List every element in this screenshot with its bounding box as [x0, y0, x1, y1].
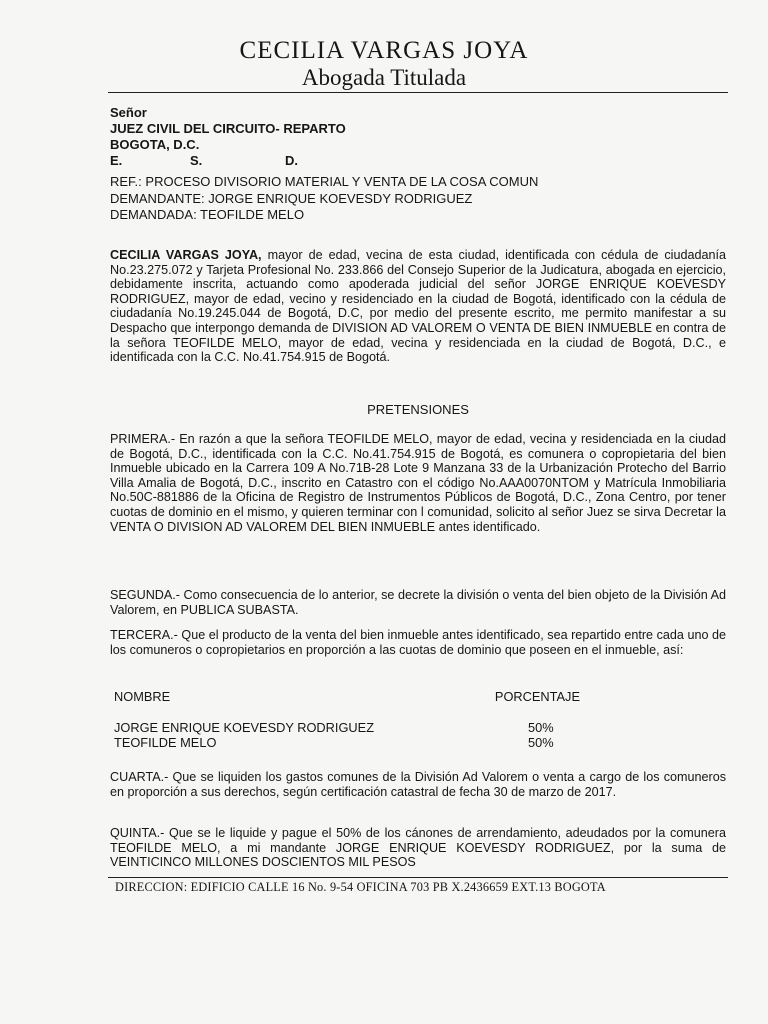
- addressee-block: [110, 105, 346, 169]
- footer-address: DIRECCION: EDIFICIO CALLE 16 No. 9-54 OFICINA 703 PB X.2436659 EXT.13 BOGOTA: [115, 880, 606, 894]
- addressee-court: JUEZ CIVIL DEL CIRCUITO- REPARTO: [110, 121, 346, 136]
- lawyer-title: Abogada Titulada: [301, 65, 467, 90]
- table-row: [114, 721, 584, 736]
- share-table-rows: [114, 721, 584, 751]
- addressee-esd: [110, 153, 320, 169]
- letterhead: [0, 36, 768, 92]
- col-name-header: NOMBRE: [114, 689, 171, 704]
- share-table-header: [114, 690, 584, 705]
- claim-tercera: TERCERA.- Que el producto de la venta del bien inmueble antes identificado, sea repartido entre cada uno de los comuneros o copropietarios en proporción a las cuotas de dominio que poseen en el inmueble, así:: [110, 628, 726, 657]
- row-name: JORGE ENRIQUE KOEVESDY RODRIGUEZ: [114, 719, 375, 735]
- reference-line: REF.: PROCESO DIVISORIO MATERIAL Y VENTA DE LA COSA COMUN: [110, 174, 539, 189]
- share-table: [114, 690, 584, 750]
- addressee-salutation: Señor: [110, 105, 147, 120]
- row-name: TEOFILDE MELO: [114, 734, 217, 750]
- table-row: [114, 736, 584, 751]
- addressee-city: BOGOTA, D.C.: [110, 137, 200, 152]
- defendant-line: DEMANDADA: TEOFILDE MELO: [110, 207, 305, 222]
- header-divider: [108, 92, 728, 93]
- footer-divider: [108, 877, 728, 878]
- esd-d: D.: [285, 153, 298, 168]
- claim-quinta: QUINTA.- Que se le liquide y pague el 50% de los cánones de arrendamiento, adeudados por la comunera TEOFILDE MELO, a mi mandante JORGE ENRIQUE KOEVESDY RODRIGUEZ, por la suma de VEINTICINCO MILLONES DOSCIENTOS MIL PESOS: [110, 826, 726, 870]
- intro-text: mayor de edad, vecina de esta ciudad, identificada con cédula de ciudadanía No.23.275.072 y Tarjeta Profesional No. 233.866 del Consejo Superior de la Judicatura, abogada en ejercicio, debidamente inscrita, actuando como apoderada judicial del señor JORGE ENRIQUE KOEVESDY RODRIGUEZ, mayor de edad, vecino y residenciado en la ciudad de Bogotá, identificado con la cédula de ciudadanía No.19.245.044 de Bogotá, D.C, por medio del presente escrito, me permito manifestar a su Despacho que interpongo demanda de DIVISION AD VALOREM O VENTA DE BIEN INMUEBLE en contra de la señora TEOFILDE MELO, mayor de edad, vecina y residenciada en la ciudad de Bogotá, D.C., e identificada con la C.C. No.41.754.915 de Bogotá.: [110, 248, 726, 365]
- col-pct-header: PORCENTAJE: [494, 689, 580, 704]
- claim-cuarta: CUARTA.- Que se liquiden los gastos comunes de la División Ad Valorem o venta a cargo de los comuneros en proporción a sus derechos, según certificación catastral de fecha 30 de marzo de 2017.: [110, 770, 726, 799]
- row-pct: 50%: [528, 719, 554, 735]
- intro-lead: CECILIA VARGAS JOYA,: [110, 248, 262, 262]
- plaintiff-line: DEMANDANTE: JORGE ENRIQUE KOEVESDY RODRIGUEZ: [110, 190, 473, 206]
- esd-e: E.: [110, 153, 123, 168]
- claim-primera: PRIMERA.- En razón a que la señora TEOFILDE MELO, mayor de edad, vecina y residenciada en la ciudad de Bogotá, D.C., identificada con la C.C. No.41.754.915 de Bogotá, es comunera o copropietaria del bien Inmueble ubicado en la Carrera 109 A No.71B-28 Lote 9 Manzana 33 de la Urbanización Protecho del Barrio Villa Amalia de Bogotá, D.C., inscrito en Catastro con el código No.AAA0070NTOM y Matrícula Inmobiliaria No.50C-881886 de la Oficina de Registro de Instrumentos Públicos de Bogotá, D.C., Zona Centro, por tener cuotas de dominio en el mismo, y quieren terminar con l comunidad, solicito al señor Juez se sirva Decretar la VENTA O DIVISION AD VALOREM DEL BIEN INMUEBLE antes identificado.: [110, 432, 726, 534]
- esd-s: S.: [190, 153, 203, 168]
- intro-paragraph: [110, 248, 726, 365]
- section-heading: PRETENSIONES: [367, 402, 469, 417]
- claim-segunda: SEGUNDA.- Como consecuencia de lo anterior, se decrete la división o venta del bien objeto de la División Ad Valorem, en PUBLICA SUBASTA.: [110, 588, 726, 617]
- reference-block: [110, 174, 538, 224]
- row-pct: 50%: [528, 734, 554, 750]
- lawyer-name: CECILIA VARGAS JOYA: [239, 37, 529, 64]
